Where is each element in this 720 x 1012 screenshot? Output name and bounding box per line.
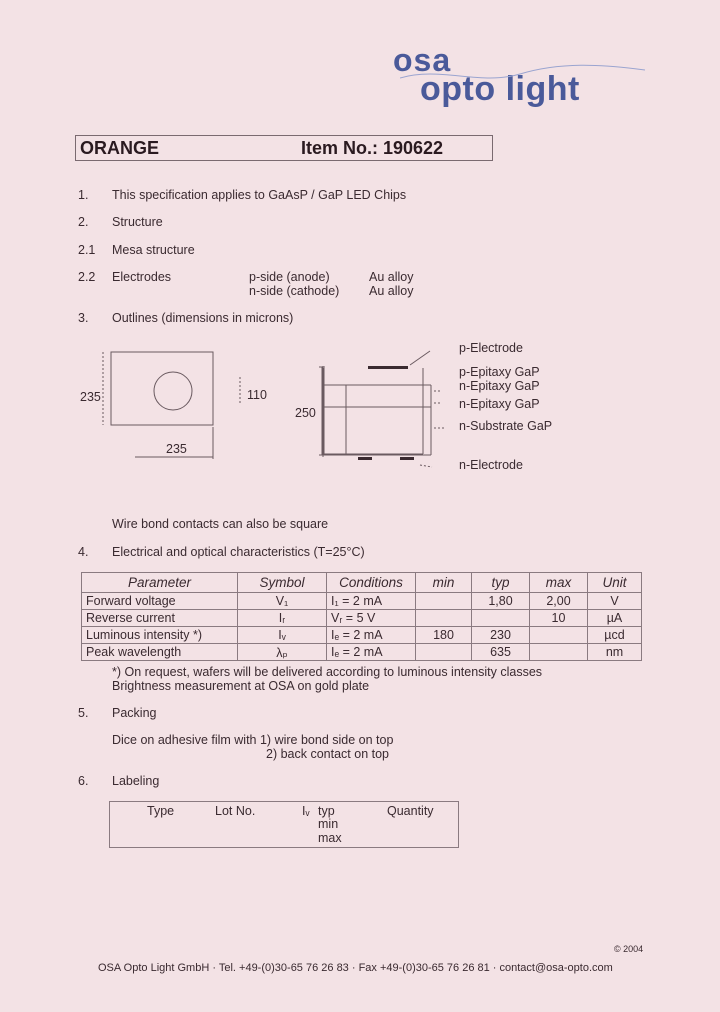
n-electrode-left [358,457,372,460]
logo-osa: osa [393,42,452,78]
item-number: Item No.: 190622 [301,138,444,158]
logo-wave-icon [400,64,650,88]
p-electrode-bar [368,366,408,369]
header-conditions: Conditions [327,573,416,593]
cell-conditions: Vᵣ = 5 V [327,610,416,627]
cell-max: 2,00 [530,593,588,610]
cell-symbol: Iᵣ [238,610,327,627]
footer-contact: OSA Opto Light GmbH · Tel. +49-(0)30-65 76 26 83 · Fax +49-(0)30-65 76 26 81 · contact@osa-opto.com [98,962,613,974]
section-5-number: 5. [78,706,89,720]
section-2-1-number: 2.1 [78,243,96,257]
table-row [82,644,642,661]
section-5-text: Packing [112,706,157,720]
cell-parameter: Reverse current [82,610,238,627]
cell-min: 180 [416,627,472,644]
layer-p-epitaxy: p-Epitaxy GaP [459,365,540,379]
packing-line-2: 2) back contact on top [266,747,389,761]
cell-parameter: Forward voltage [82,593,238,610]
header-parameter: Parameter [82,573,238,593]
cell-typ: 1,80 [472,593,530,610]
table-note-2: Brightness measurement at OSA on gold plate [112,679,370,693]
layer-n-epitaxy-2: n-Epitaxy GaP [459,397,540,411]
section-1-text: This specification applies to GaAsP / GaP LED Chips [112,188,407,202]
cell-min [416,610,472,627]
cell-max [530,644,588,661]
cell-conditions: Iₑ = 2 mA [327,644,416,661]
section-6-number: 6. [78,774,89,788]
n-side-value: Au alloy [369,284,414,298]
n-electrode-right [400,457,414,460]
cell-parameter: Peak wavelength [82,644,238,661]
cell-unit: V [588,593,642,610]
section-6-text: Labeling [112,774,160,788]
header-max: max [530,573,588,593]
copyright: © 2004 [614,944,644,954]
section-2-text: Structure [112,215,163,229]
section-4-number: 4. [78,545,89,559]
logo-opto-light: opto light [420,70,580,108]
n-side-label: n-side (cathode) [249,284,340,298]
label-min: min [318,817,339,831]
p-side-label: p-side (anode) [249,270,330,284]
cell-symbol: Iᵥ [238,627,327,644]
cell-parameter: Luminous intensity *) [82,627,238,644]
header-typ: typ [472,573,530,593]
dim-235-left: 235 [80,390,101,404]
header-min: min [416,573,472,593]
header-symbol: Symbol [238,573,327,593]
cell-min [416,593,472,610]
dim-250: 250 [295,406,316,420]
label-lot: Lot No. [215,804,256,818]
labeling-box [109,801,459,848]
cell-unit: nm [588,644,642,661]
label-quantity: Quantity [387,804,434,818]
label-max: max [318,831,342,845]
section-1-number: 1. [78,188,89,202]
section-2-2-number: 2.2 [78,270,96,284]
table-row [82,610,642,627]
section-4-text: Electrical and optical characteristics (T=25°C) [112,545,365,559]
cell-unit: µcd [588,627,642,644]
label-iv: Iᵥ [302,804,310,818]
section-3-number: 3. [78,311,89,325]
wire-bond-note: Wire bond contacts can also be square [112,517,329,531]
characteristics-table [81,572,642,661]
packing-line-1: Dice on adhesive film with 1) wire bond side on top [112,733,394,747]
table-row [82,593,642,610]
layer-p-electrode: p-Electrode [459,341,523,355]
section-2-number: 2. [78,215,89,229]
cell-max [530,627,588,644]
table-header-row [82,573,642,593]
section-2-1-text: Mesa structure [112,243,195,257]
cell-typ: 635 [472,644,530,661]
title-box [75,135,493,161]
dim-110: 110 [247,388,267,402]
product-name: ORANGE [80,138,160,158]
header-unit: Unit [588,573,642,593]
label-type: Type [147,804,175,818]
section-3-text: Outlines (dimensions in microns) [112,311,294,325]
layer-n-epitaxy-1: n-Epitaxy GaP [459,379,540,393]
table-row [82,627,642,644]
cell-max: 10 [530,610,588,627]
cell-symbol: V₁ [238,593,327,610]
table-note-1: *) On request, wafers will be delivered according to luminous intensity classes [112,665,543,679]
cell-conditions: I₁ = 2 mA [327,593,416,610]
cell-unit: µA [588,610,642,627]
layer-n-substrate: n-Substrate GaP [459,419,553,433]
cell-symbol: λₚ [238,644,327,661]
cell-typ: 230 [472,627,530,644]
dim-235-bottom: 235 [166,442,187,456]
cell-conditions: Iₑ = 2 mA [327,627,416,644]
section-2-2-text: Electrodes [112,270,172,284]
layer-n-electrode: n-Electrode [459,458,523,472]
p-side-value: Au alloy [369,270,414,284]
label-typ: typ [318,804,335,818]
cell-min [416,644,472,661]
cell-typ [472,610,530,627]
